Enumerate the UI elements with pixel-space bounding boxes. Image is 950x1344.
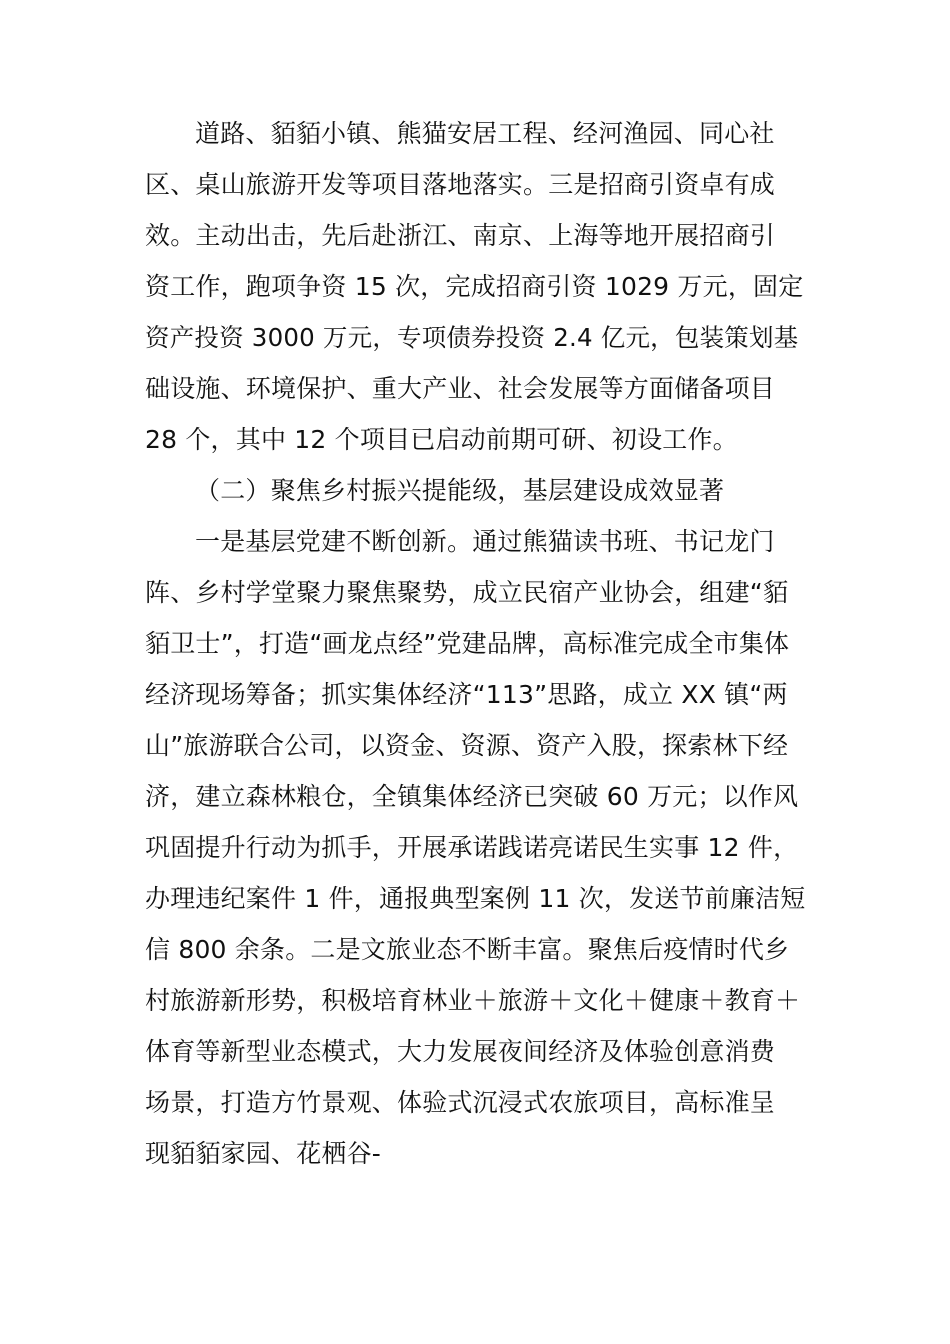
section-heading: （二）聚焦乡村振兴提能级，基层建设成效显著 — [195, 476, 725, 505]
body-text-line: 28 个，其中 12 个项目已启动前期可研、初设工作。 — [145, 425, 738, 454]
body-text-line: 信 800 余条。二是文旅业态不断丰富。聚焦后疫情时代乡 — [145, 935, 790, 964]
body-text-line: 一是基层党建不断创新。通过熊猫读书班、书记龙门 — [195, 527, 775, 556]
body-text-line: 础设施、环境保护、重大产业、社会发展等方面储备项目 — [145, 374, 776, 403]
body-text-line: 场景，打造方竹景观、体验式沉浸式农旅项目，高标准呈 — [145, 1088, 776, 1117]
body-text-line: 貊卫士”，打造“画龙点经”党建品牌，高标准完成全市集体 — [145, 629, 790, 658]
body-text-line: 现貊貊家园、花栖谷- — [145, 1139, 382, 1168]
body-text-line: 效。主动出击，先后赴浙江、南京、上海等地开展招商引 — [145, 221, 776, 250]
body-text-line: 办理违纪案件 1 件，通报典型案例 11 次，发送节前廉洁短 — [145, 884, 806, 913]
body-text-line: 区、桌山旅游开发等项目落地落实。三是招商引资卓有成 — [145, 170, 776, 199]
body-text-line: 山”旅游联合公司，以资金、资源、资产入股，探索林下经 — [145, 731, 789, 760]
body-text-line: 体育等新型业态模式，大力发展夜间经济及体验创意消费 — [145, 1037, 776, 1066]
body-text-line: 资工作，跑项争资 15 次，完成招商引资 1029 万元，固定 — [145, 272, 804, 301]
body-text-line: 经济现场筹备；抓实集体经济“113”思路，成立 XX 镇“两 — [145, 680, 788, 709]
body-text-line: 村旅游新形势，积极培育林业＋旅游＋文化＋健康＋教育＋ — [145, 986, 801, 1015]
body-text-line: 济，建立森林粮仓，全镇集体经济已突破 60 万元；以作风 — [145, 782, 799, 811]
body-text-line: 阵、乡村学堂聚力聚焦聚势，成立民宿产业协会，组建“貊 — [145, 578, 789, 607]
body-text-line: 资产投资 3000 万元，专项债券投资 2.4 亿元，包装策划基 — [145, 323, 799, 352]
body-text-line: 巩固提升行动为抓手，开展承诺践诺亮诺民生实事 12 件， — [145, 833, 799, 862]
body-text-line: 道路、貊貊小镇、熊猫安居工程、经河渔园、同心社 — [195, 119, 775, 148]
